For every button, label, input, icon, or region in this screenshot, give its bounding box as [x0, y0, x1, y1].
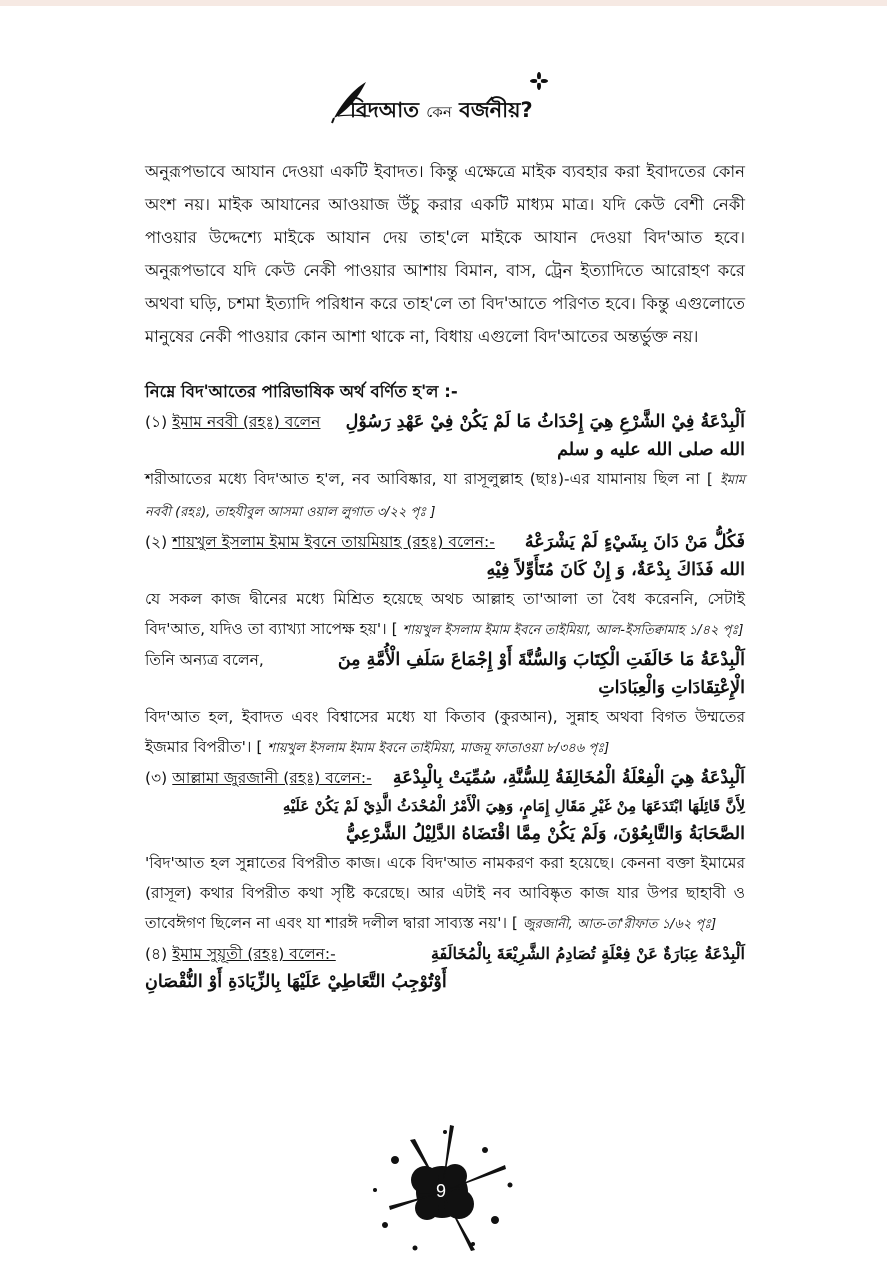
- arabic-quote-line: الله فَذَاكَ بِدْعَةٌ، وَ إِنْ كَانَ مُتَأَوِّلاً فِيْهِ: [486, 560, 745, 580]
- chapter-title: [350, 94, 533, 129]
- page-number: 9: [435, 1181, 446, 1201]
- section-heading: নিম্নে বিদ'আতের পারিভাষিক অর্থ বর্ণিত হ'ল :-: [145, 382, 458, 401]
- arabic-quote-line: اَلْبِدْعَةُ فِيْ الشَّرْعِ هِيَ إِحْدَاثُ مَا لَمْ يَكُنْ فِيْ عَهْدِ رَسُوْلِ: [345, 412, 745, 432]
- flower-ornament-icon: [530, 72, 548, 90]
- top-edge-band: [0, 0, 887, 6]
- chapter-title-word-1: বিদআত: [350, 98, 419, 122]
- chapter-title-word-3: বর্জনীয়?: [459, 98, 533, 122]
- arabic-quote-line: الْإِعْتِقَادَاتِ وَالْعِبَادَاتِ: [598, 678, 745, 698]
- item-intro: তিনি অন্যত্র বলেন,: [145, 651, 264, 669]
- source-reference: শায়খুল ইসলাম ইমাম ইবনে তাইমিয়া, মাজমূ ফাতাওয়া ৮/৩৪৬ পৃঃ]: [267, 741, 610, 756]
- source-reference: ইমাম নববী (রহঃ), তাহযীবুল আসমা ওয়াল লুগাত ৩/২২ পৃঃ ]: [145, 473, 745, 520]
- arabic-quote-line: الله صلى الله عليه و سلم: [557, 440, 745, 460]
- item-number: (২): [145, 533, 168, 551]
- item-speaker: ইমাম নববী (রহঃ) বলেন: [172, 413, 321, 431]
- definition-item-3: [145, 766, 745, 940]
- source-reference: শায়খুল ইসলাম ইমাম ইবনে তাইমিয়া, আল-ইসতিক্বামাহ ১/৪২ পৃঃ]: [402, 623, 744, 638]
- item-speaker: শায়খুল ইসলাম ইমাম ইবনে তায়মিয়াহ (রহঃ) বলেন:-: [172, 533, 495, 551]
- arabic-quote-line: فَكُلُّ مَنْ دَانَ بِشَيْءٍ لَمْ يَشْرَعْهُ: [524, 532, 745, 552]
- bangla-translation: বিদ'আত হল, ইবাদত এবং বিশ্বাসের মধ্যে যা কিতাব (কুরআন), সুন্নাহ অথবা বিগত উম্মতের ইজমার বিপরীত'। [ শায়খুল ইসলাম ইমাম ইবনে তাইমিয়া, মাজমূ ফাতাওয়া ৮/৩৪৬ পৃঃ]: [145, 708, 745, 756]
- arabic-quote-line: لِأَنَّ قَائِلَهَا ابْتَدَعَهَا مِنْ غَيْرِ مَقَالِ إِمَامٍ، وَهِيَ الْأَمْرُ الْمُحْدَثُ الَّذِيْ لَمْ يَكُنْ عَلَيْهِ: [282, 797, 745, 815]
- item-number: (৩): [145, 769, 168, 787]
- arabic-quote-line: اَلْبِدْعَةُ عِبَارَةٌ عَنْ فِعْلَةٍ تُصَادِمُ الشَّرِيْعَةَ بِالْمُخَالَفَةِ: [430, 944, 745, 963]
- item-number: (১): [145, 413, 168, 431]
- item-speaker: আল্লামা জুরজানী (রহঃ) বলেন:-: [172, 769, 372, 787]
- definition-item-2: [145, 530, 745, 646]
- definition-item-1: [145, 410, 745, 528]
- bangla-translation: শরীআতের মধ্যে বিদ'আত হ'ল, নব আবিষ্কার, যা রাসূলুল্লাহ (ছাঃ)-এর যামানায় ছিল না [ ইমাম নববী (রহঃ), তাহযীবুল আসমা ওয়াল লুগাত ৩/২২ পৃঃ ]: [145, 470, 745, 520]
- page-content: [145, 155, 745, 996]
- chapter-title-word-2: কেন: [426, 103, 452, 121]
- arabic-quote-line: اَلْبِدْعَةُ هِيَ الْفِعْلَةُ الْمُخَالِفَةُ لِلسُّنَّةِ، سُمِّيَتْ بِالْبِدْعَةِ: [392, 768, 745, 788]
- bangla-translation: 'বিদ'আত হল সুন্নাতের বিপরীত কাজ। একে বিদ'আত নামকরণ করা হয়েছে। কেননা বক্তা ইমামের (রাসূল) কথার বিপরীত কথা সৃষ্টি করেছে। আর এটাই নব আবিষ্কৃত কাজ যার উপর ছাহাবী ও তাবেঈগণ ছিলেন না এবং যা শারঈ দলীল দ্বারা সাব্যস্ত নয়'। [ জুরজানী, আত-তা'রীফাত ১/৬২ পৃঃ]: [145, 854, 745, 932]
- item-number: (৪): [145, 945, 168, 963]
- chapter-header: [330, 72, 570, 132]
- intro-paragraph: অনুরূপভাবে আযান দেওয়া একটি ইবাদত। কিন্তু এক্ষেত্রে মাইক ব্যবহার করা ইবাদতের কোন অংশ নয়। মাইক আযানের আওয়াজ উঁচু করার একটি মাধ্যম মাত্র। যদি কেউ বেশী নেকী পাওয়ার উদ্দেশ্যে মাইকে আযান দেয় তাহ'লে মাইকে আযান দেওয়া বিদ'আত হবে। অনুরূপভাবে যদি কেউ নেকী পাওয়ার আশায় বিমান, বাস, ট্রেন ইত্যাদিতে আরোহণ করে অথবা ঘড়ি, চশমা ইত্যাদি পরিধান করে তাহ'লে তা বিদ'আতে পরিণত হবে। কিন্তু এগুলোতে মানুষের নেকী পাওয়ার কোন আশা থাকে না, বিধায় এগুলো বিদ'আতের অন্তর্ভুক্ত নয়।: [145, 162, 745, 346]
- item-speaker: ইমাম সুয়ূতী (রহঃ) বলেন:-: [172, 945, 336, 963]
- definition-item-4: [145, 942, 745, 996]
- arabic-quote-line: اَلْبِدْعَةُ مَا خَالَفَتِ الْكِتَابَ وَالسُّنَّةَ أَوْ إِجْمَاعَ سَلَفِ الْأُمَّةِ مِنَ: [337, 650, 745, 670]
- bangla-translation: যে সকল কাজ দ্বীনের মধ্যে মিশ্রিত হয়েছে অথচ আল্লাহ তা'আলা তা বৈধ করেননি, সেটাই বিদ'আত, যদিও তা ব্যাখ্যা সাপেক্ষ হয়'। [ শায়খুল ইসলাম ইমাম ইবনে তাইমিয়া, আল-ইসতিক্বামাহ ১/৪২ পৃঃ]: [145, 590, 745, 638]
- source-reference: জুরজানী, আত-তা'রীফাত ১/৬২ পৃঃ]: [522, 917, 717, 932]
- definition-item-2b: [145, 648, 745, 764]
- arabic-quote-line: أَوْتُوْجِبُ التَّعَاطِيْ عَلَيْهَا بِالزِّيَادَةِ أَوْ النُّقْصَانِ: [145, 972, 447, 992]
- arabic-quote-line: الصَّحَابَةُ وَالتَّابِعُوْنَ، وَلَمْ يَكُنْ مِمَّا اقْتَضَاهُ الدَّلِيْلُ الشَّرْعِيُّ: [345, 824, 745, 844]
